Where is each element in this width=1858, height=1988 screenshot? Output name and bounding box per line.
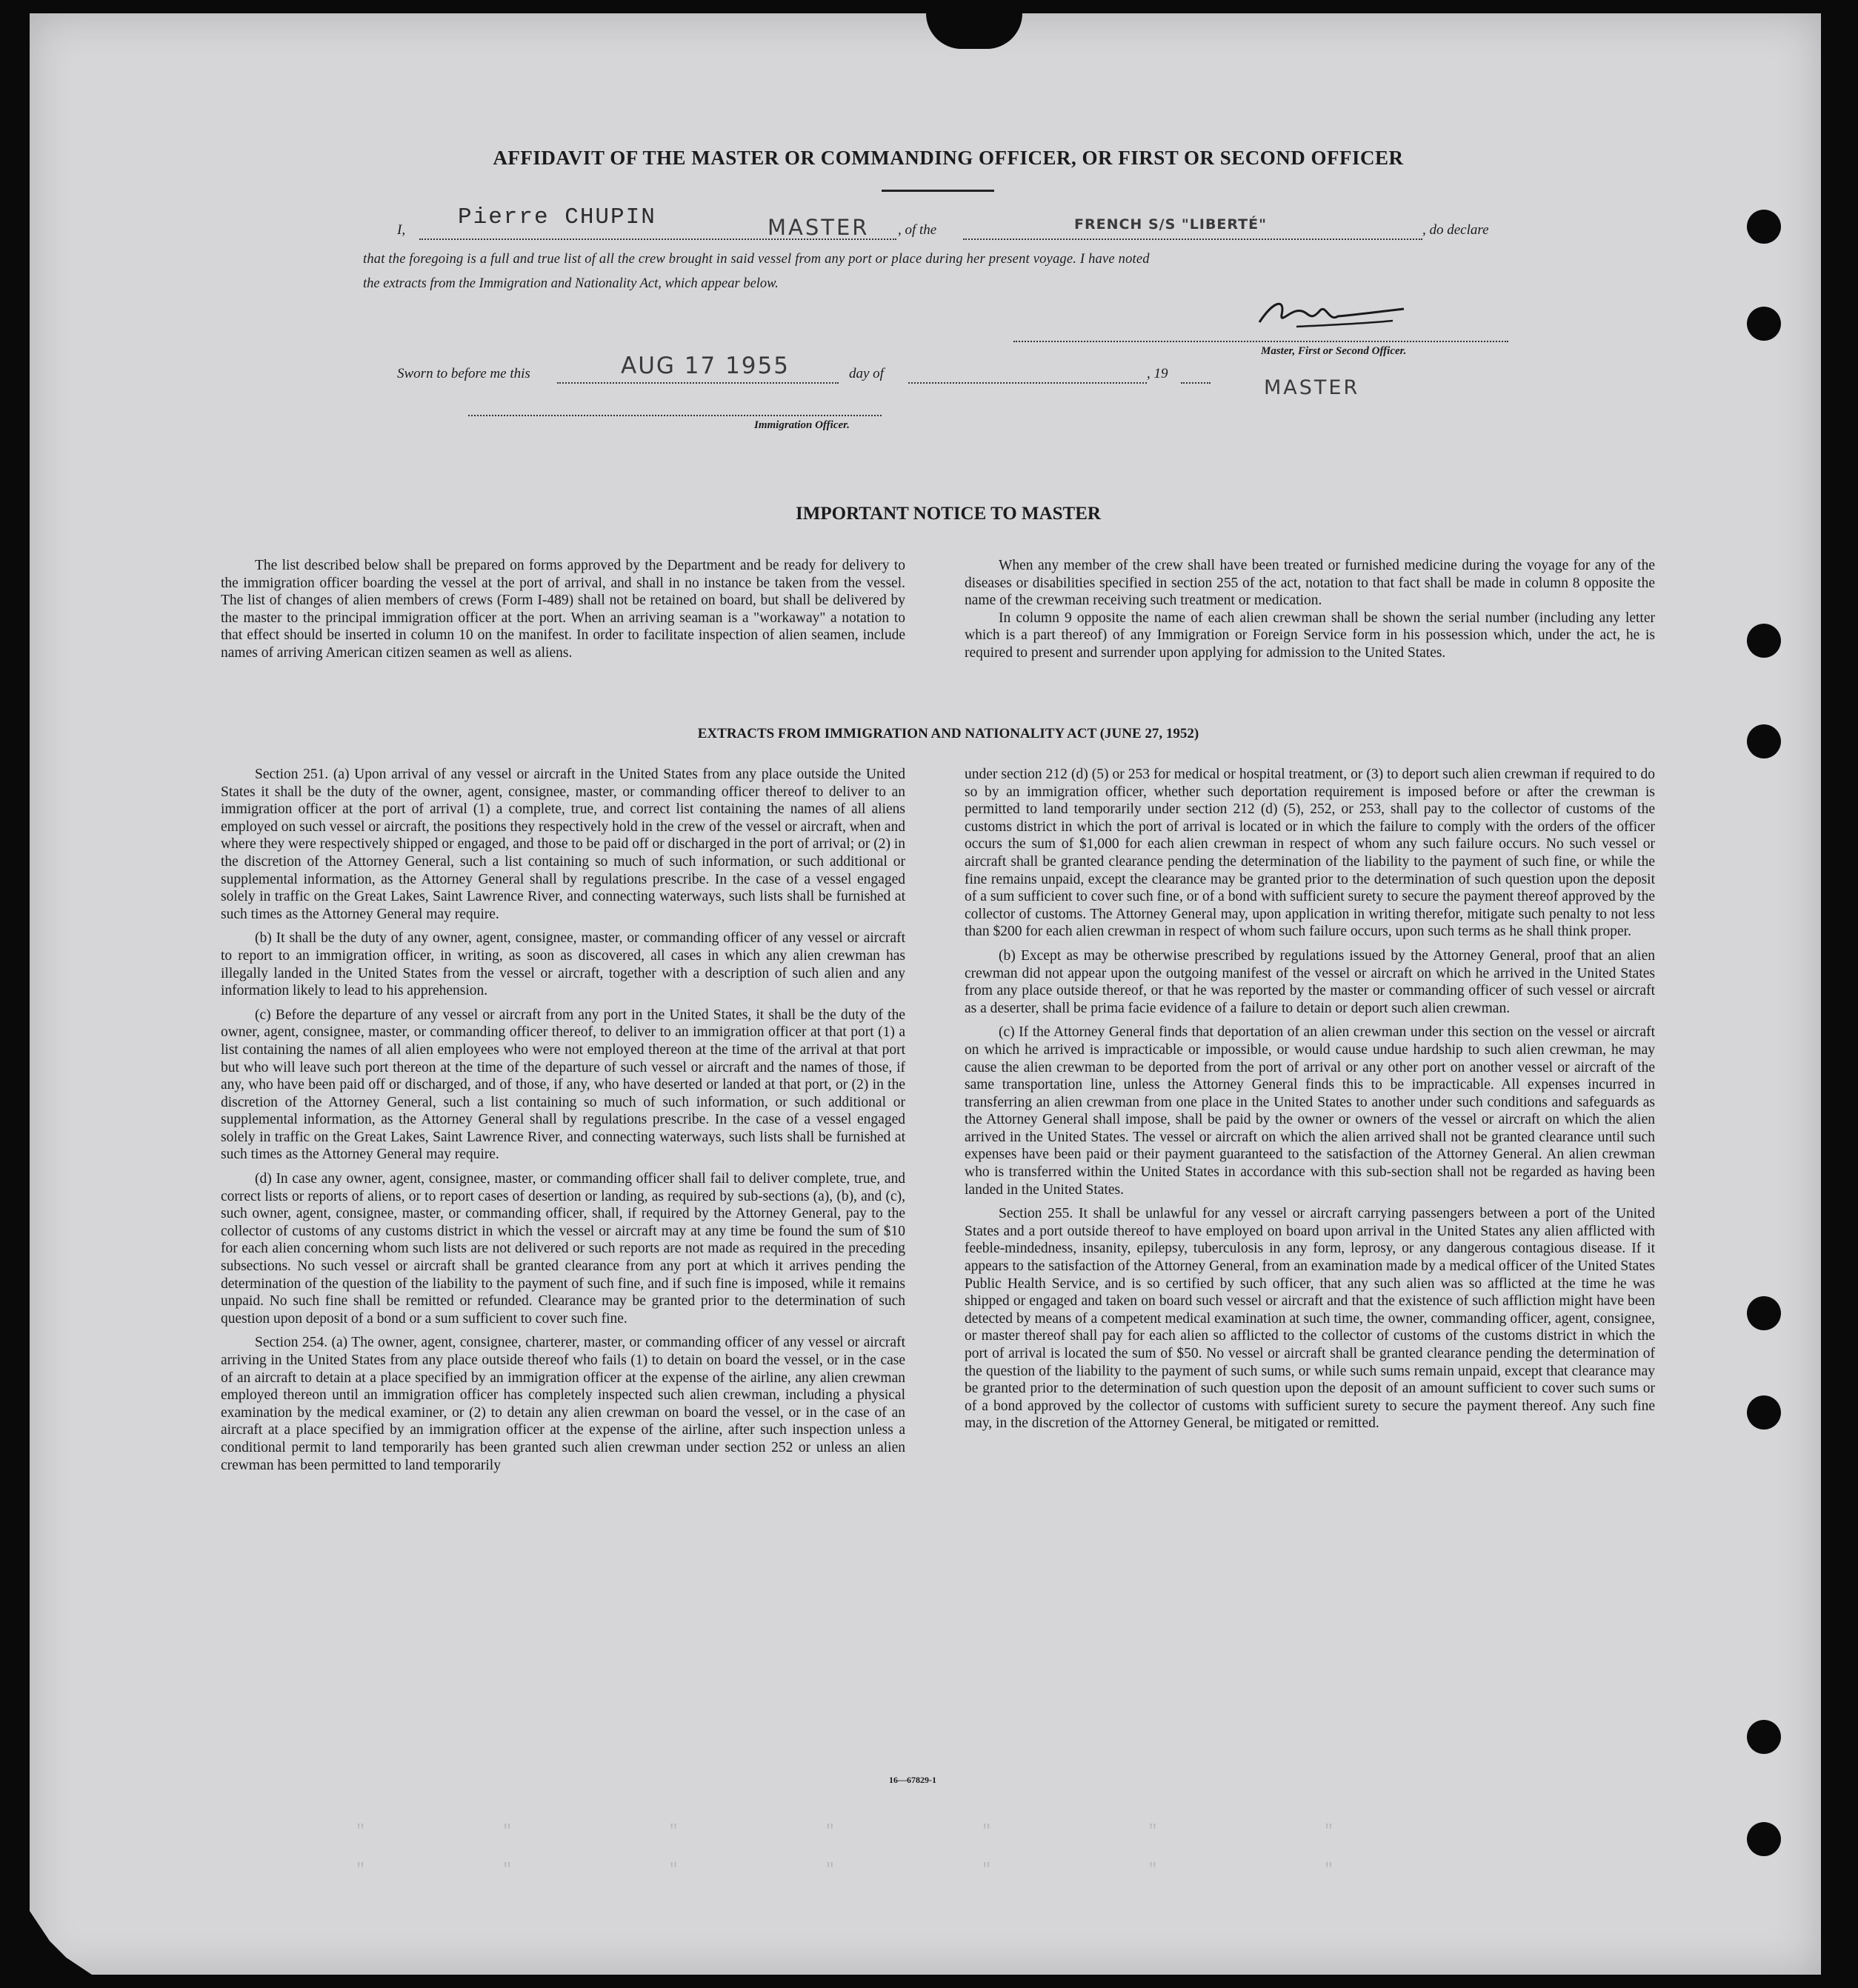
month-line bbox=[908, 382, 1147, 384]
signature-caption: Master, First or Second Officer. bbox=[1261, 345, 1407, 357]
notice-paragraph: In column 9 opposite the name of each alien crewman shall be shown the serial number (including any letter which is a part thereof) of any Immigration or Foreign Service form in his possession which, under the act, he is required to present and surrender upon applying for admission to the United States. bbox=[965, 610, 1655, 661]
immigration-officer-line bbox=[468, 415, 882, 416]
extracts-left-column bbox=[221, 766, 905, 1481]
bleed-through-mark: " " " " " " " bbox=[356, 1861, 1334, 1879]
section-paragraph: (c) If the Attorney General finds that deportation of an alien crewman under this section on the vessel or aircraft on which he arrived is impracticable or impossible, or would cause undue hardship to such alien crewman, he may cause the alien crewman to be deported from the port of arrival or any other port on another vessel or aircraft of the same transportation line, unless the Attorney General finds this to be impracticable. All expenses incurred in transferring an alien crewman from one place in the United States to another under such conditions and safeguards as the Attorney General shall impose, shall be paid by the owner or owners of the vessel or aircraft on which the alien arrived in the United States. The vessel or aircraft on which the alien arrived shall not be granted clearance until such expenses have been paid or their payment guaranteed to the satisfaction of the Attorney General. An alien crewman who is transferred within the United States in accordance with this sub-section shall not be regarded as having been landed in the United States. bbox=[965, 1024, 1655, 1198]
affidavit-title: AFFIDAVIT OF THE MASTER OR COMMANDING OFFICER, OR FIRST OR SECOND OFFICER bbox=[493, 147, 1404, 169]
binder-hole-icon bbox=[1747, 210, 1781, 244]
declaration-line-1: that the foregoing is a full and true list of all the crew brought in said vessel from any port or place during her present voyage. I have noted bbox=[363, 252, 1150, 267]
title-underline bbox=[882, 190, 994, 192]
section-paragraph: (d) In case any owner, agent, consignee, master, or commanding officer shall fail to deliver complete, true, and correct lists or reports of aliens, or to report cases of desertion or landing, as required by sub-sections (a), (b), and (c), such owner, agent, consignee, master, or commanding officer, shall, if required by the Attorney General, pay to the collector of customs of any customs district in which the vessel or aircraft may at any time be found the sum of $10 for each alien concerning whom such lists are not delivered or such reports are not made as required in the preceding subsections. No such vessel or aircraft shall be granted clearance from any port at which it arrives pending the determination of the question of the liability to the payment of such fine, and if such fine is imposed, while it remains unpaid. No such fine shall be remitted or refunded. Clearance may be granted prior to the determination of such question upon deposit of a bond or a sum sufficient to cover such fine. bbox=[221, 1171, 905, 1327]
binder-hole-icon bbox=[1747, 307, 1781, 341]
year-label: , 19 bbox=[1147, 366, 1168, 381]
master-signature bbox=[1252, 293, 1415, 337]
day-of-label: day of bbox=[849, 366, 884, 381]
binder-hole-icon bbox=[1747, 1395, 1781, 1430]
master-stamp: MASTER bbox=[1264, 376, 1360, 399]
notice-paragraph: When any member of the crew shall have been treated or furnished medicine during the voyage for any of the diseases or disabilities specified in section 255 of the act, notation to that fact shall be made in column 8 opposite the name of the crewman receiving such treatment or medication. bbox=[965, 558, 1655, 609]
section-paragraph: Section 251. (a) Upon arrival of any vessel or aircraft in the United States from any place outside the United States it shall be the duty of the owner, agent, consignee, master, or commanding officer thereof to deliver to an immigration officer at the port of arrival (1) a complete, true, and correct list containing the names of all aliens employed on such vessel or aircraft, the positions they respectively hold in the crew of the vessel or aircraft, when and where they were respectively shipped or engaged, and those to be paid off or discharged in the port of arrival; or (2) in the discretion of the Attorney General, such a list containing so much of such information, or such additional or supplemental information, as the Attorney General shall by regulations prescribe. In the case of a vessel engaged solely in traffic on the Great Lakes, Saint Lawrence River, and connecting waterways, such lists shall be furnished at such times as the Attorney General may require. bbox=[221, 767, 905, 922]
notice-right-column bbox=[965, 557, 1655, 669]
year-line bbox=[1181, 382, 1211, 384]
sworn-date-line bbox=[557, 382, 839, 384]
declaration-line-2: the extracts from the Immigration and Nationality Act, which appear below. bbox=[363, 276, 779, 291]
extracts-title: EXTRACTS FROM IMMIGRATION AND NATIONALITY ACT (JUNE 27, 1952) bbox=[697, 726, 1199, 741]
notice-title: IMPORTANT NOTICE TO MASTER bbox=[796, 504, 1101, 524]
sworn-label: Sworn to before me this bbox=[397, 366, 530, 381]
section-paragraph: under section 212 (d) (5) or 253 for medical or hospital treatment, or (3) to deport such alien crewman if required to do so by an immigration officer, whether such deportation requirement is imposed before or after the crewman is permitted to land temporarily under section 212 (d) (5), 252, or 253, shall pay to the collector of customs of the customs district in which the port of arrival is located or in which the failure to comply with the orders of the officer occurs the sum of $1,000 for each alien crewman in respect of whom any such failure occurs. No such vessel or aircraft shall be granted clearance pending the determination of the liability to the payment of such fine, or while the fine remains unpaid, except the clearance may be granted prior to the determination of such question upon the deposit of a sum sufficient to cover such fine, or of a bond with sufficient surety to secure the payment thereof approved by the collector of customs. The Attorney General may, upon application in writing therefor, mitigate such penalty to not less than $200 for each alien crewman in respect of whom such failure occurs, upon such terms as he shall think proper. bbox=[965, 767, 1655, 940]
binder-hole-icon bbox=[1747, 624, 1781, 658]
section-paragraph: (b) It shall be the duty of any owner, agent, consignee, master, or commanding officer of any vessel or aircraft to report to an immigration officer, in writing, as soon as discovered, all cases in which any alien crewman has illegally landed in the United States from the vessel or aircraft, together with a description of such alien and any information likely to lead to his apprehension. bbox=[221, 930, 905, 999]
of-the-label: , of the bbox=[898, 222, 937, 238]
do-declare-label: , do declare bbox=[1422, 222, 1489, 238]
section-paragraph: (b) Except as may be otherwise prescribed by regulations issued by the Attorney General, proof that an alien crewman did not appear upon the outgoing manifest of the vessel or aircraft on which he arrived in the United States from any place outside thereof, or that he was reported by the master or commanding officer of such vessel or aircraft as a deserter, shall be prima facie evidence of a failure to detain or deport such alien crewman. bbox=[965, 947, 1655, 1016]
binder-hole-icon bbox=[1747, 724, 1781, 758]
binder-hole-icon bbox=[1747, 1822, 1781, 1856]
officer-name: Pierre CHUPIN bbox=[458, 204, 656, 230]
role-stamp: MASTER bbox=[767, 215, 870, 240]
extracts-right-column bbox=[965, 766, 1655, 1439]
notice-paragraph: The list described below shall be prepared on forms approved by the Department and be ready for delivery to the immigration officer boarding the vessel at the port of arrival, and shall in no instance be taken from the vessel. The list of changes of alien members of crews (Form I-489) shall not be retained on board, but shall be delivered by the master to the principal immigration officer at the port. When an arriving seaman is a "workaway" a notation to that effect should be inserted in column 10 on the manifest. In order to facilitate inspection of alien seamen, include names of arriving American citizen seamen as well as aliens. bbox=[221, 558, 905, 661]
vessel-name-stamp: FRENCH S/S "LIBERTÉ" bbox=[1074, 216, 1268, 233]
signature-line bbox=[1013, 341, 1508, 342]
declaration-prefix: I, bbox=[397, 222, 406, 238]
section-paragraph: Section 254. (a) The owner, agent, consignee, charterer, master, or commanding officer of any vessel or aircraft arriving in the United States from any place outside thereof who fails (1) to detain on board the vessel, or in the case of an aircraft to detain at a place specified by an immigration officer at the expense of the airline, any alien crewman employed thereon until an immigration officer has completely inspected such alien crewman, including a physical examination by the medical examiner, or (2) to detain any alien crewman on board the vessel, or in the case of an aircraft at a place specified by an immigration officer at the expense of the airline, after such inspection unless a conditional permit to land temporarily has been granted such alien crewman under section 252 or unless an alien crewman has been permitted to land temporarily bbox=[221, 1335, 905, 1473]
binder-hole-icon bbox=[1747, 1720, 1781, 1754]
binder-hole-icon bbox=[1747, 1296, 1781, 1330]
notice-left-column bbox=[221, 557, 905, 669]
section-paragraph: (c) Before the departure of any vessel or aircraft from any port in the United States, it shall be the duty of the owner, agent, consignee, master, or commanding officer thereof, to deliver to an immigration officer at that port (1) a list containing the names of all alien employees who were not employed thereon at the time of the arrival at that port but who will leave such port thereon at the time of the departure of such vessel or aircraft and the names of those, if any, who have been paid off or discharged, and of those, if any, who have deserted or landed at that port, or (2) in the discretion of the Attorney General, such a list containing so much of such information, or such additional or supplemental information, as the Attorney General shall by regulations prescribe. In the case of a vessel engaged solely in traffic on the Great Lakes, Saint Lawrence River, and connecting waterways, such lists shall be furnished at such times as the Attorney General may require. bbox=[221, 1007, 905, 1163]
vessel-line bbox=[963, 239, 1422, 240]
immigration-officer-caption: Immigration Officer. bbox=[754, 419, 850, 431]
bleed-through-mark: " " " " " " " bbox=[356, 1822, 1334, 1841]
form-number: 16—67829-1 bbox=[889, 1775, 936, 1785]
section-paragraph: Section 255. It shall be unlawful for any vessel or aircraft carrying passengers between a port of the United States and a port outside thereof to have employed on board upon arrival in the United States any alien afflicted with feeble-mindedness, insanity, epilepsy, tuberculosis in any form, leprosy, or any dangerous contagious disease. If it appears to the satisfaction of the Attorney General, from an examination made by a medical officer of the United States Public Health Service, and is so certified by such officer, that any such alien was so afflicted at the time he was shipped or engaged and taken on board such vessel or aircraft and that the existence of such affliction might have been detected by means of a competent medical examination at such time, the owner, commanding officer, agent, consignee, or master thereof shall pay for each alien so afflicted to the collector of customs of the customs district in which the port of arrival is located the sum of $50. No vessel or aircraft shall be granted clearance pending the determination of the question of the liability to the payment of such sums, or while such sums remain unpaid, except that clearance may be granted prior to the determination of such question upon the deposit of an amount sufficient to cover such sums or of a bond approved by the collector of customs with sufficient surety to secure the payment thereof. Any such fine may, in the discretion of the Attorney General, be mitigated or remitted. bbox=[965, 1206, 1655, 1432]
sworn-date-stamp: AUG 17 1955 bbox=[621, 353, 790, 379]
